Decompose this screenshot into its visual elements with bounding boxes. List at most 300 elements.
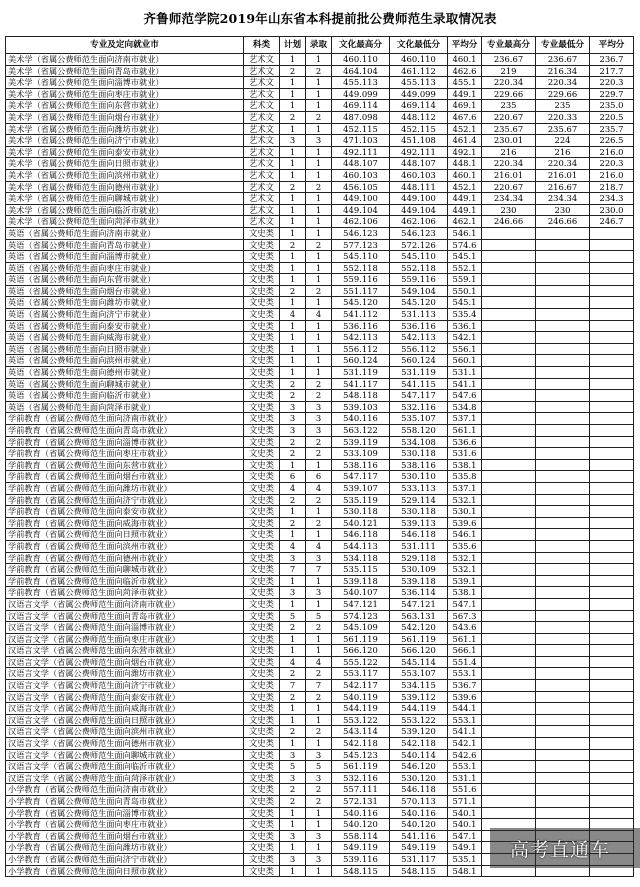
value-cell: 3	[306, 401, 332, 413]
value-cell	[482, 749, 536, 761]
table-row	[6, 796, 634, 808]
value-cell: 2	[280, 448, 306, 460]
value-cell: 艺术文	[244, 204, 280, 216]
value-cell: 536.116	[390, 320, 448, 332]
value-cell: 531.113	[390, 309, 448, 321]
table-row	[6, 494, 634, 506]
value-cell: 226.5	[590, 135, 634, 147]
value-cell: 文史类	[244, 506, 280, 518]
major-cell: 美术学（省属公费师范生面向泰安市就业）	[6, 146, 244, 158]
value-cell	[482, 784, 536, 796]
value-cell	[536, 448, 590, 460]
value-cell: 570.113	[390, 796, 448, 808]
value-cell	[482, 587, 536, 599]
value-cell	[536, 598, 590, 610]
major-cell: 英语（省属公费师范生面向日照市就业）	[6, 343, 244, 355]
value-cell: 546.123	[390, 227, 448, 239]
value-cell: 547.117	[390, 390, 448, 402]
value-cell: 452.1	[448, 181, 482, 193]
table-row	[6, 169, 634, 181]
value-cell: 3	[306, 413, 332, 425]
value-cell: 1	[280, 146, 306, 158]
value-cell: 1	[306, 54, 332, 66]
value-cell: 540.116	[332, 807, 390, 819]
value-cell: 471.103	[332, 135, 390, 147]
value-cell	[590, 425, 634, 437]
value-cell	[482, 494, 536, 506]
value-cell	[482, 355, 536, 367]
value-cell	[536, 622, 590, 634]
value-cell: 561.1	[448, 633, 482, 645]
value-cell	[536, 367, 590, 379]
value-cell: 6	[306, 471, 332, 483]
value-cell	[482, 761, 536, 773]
major-cell: 汉语言文学（省属公费师范生面向烟台市就业）	[6, 656, 244, 668]
value-cell	[482, 575, 536, 587]
table-row	[6, 506, 634, 518]
value-cell: 文史类	[244, 703, 280, 715]
major-cell: 学前教育（省属公费师范生面向日照市就业）	[6, 529, 244, 541]
value-cell	[590, 610, 634, 622]
major-cell: 美术学（省属公费师范生面向淄博市就业）	[6, 77, 244, 89]
value-cell: 536.1	[448, 320, 482, 332]
major-cell: 美术学（省属公费师范生面向德州市就业）	[6, 181, 244, 193]
table-row	[6, 540, 634, 552]
major-cell: 学前教育（省属公费师范生面向枣庄市就业）	[6, 448, 244, 460]
value-cell: 5	[306, 610, 332, 622]
value-cell: 1	[306, 367, 332, 379]
value-cell	[536, 343, 590, 355]
value-cell: 563.122	[332, 425, 390, 437]
value-cell: 220.3	[590, 77, 634, 89]
value-cell: 1	[280, 598, 306, 610]
value-cell: 文史类	[244, 459, 280, 471]
value-cell: 文史类	[244, 819, 280, 831]
value-cell	[482, 668, 536, 680]
value-cell: 1	[280, 54, 306, 66]
value-cell: 1	[306, 842, 332, 854]
value-cell: 449.104	[332, 204, 390, 216]
major-cell: 小学教育（省属公费师范生面向青岛市就业）	[6, 796, 244, 808]
value-cell: 456.105	[332, 181, 390, 193]
value-cell	[590, 471, 634, 483]
value-cell: 3	[280, 413, 306, 425]
value-cell: 539.116	[332, 853, 390, 865]
value-cell: 1	[280, 529, 306, 541]
value-cell: 4	[306, 309, 332, 321]
value-cell: 566.1	[448, 645, 482, 657]
value-cell: 文史类	[244, 807, 280, 819]
value-cell	[536, 436, 590, 448]
value-cell: 542.118	[332, 738, 390, 750]
value-cell	[536, 540, 590, 552]
value-cell	[590, 738, 634, 750]
table-row	[6, 158, 634, 170]
value-cell: 文史类	[244, 691, 280, 703]
value-cell: 546.1	[448, 227, 482, 239]
value-cell	[536, 251, 590, 263]
major-cell: 汉语言文学（省属公费师范生面向日照市就业）	[6, 714, 244, 726]
value-cell: 1	[306, 506, 332, 518]
value-cell: 531.111	[390, 540, 448, 552]
value-cell: 548.115	[332, 865, 390, 877]
value-cell: 539.112	[390, 691, 448, 703]
value-cell: 530.118	[390, 506, 448, 518]
value-cell	[536, 297, 590, 309]
value-cell: 531.6	[448, 448, 482, 460]
major-cell: 美术学（省属公费师范生面向日照市就业）	[6, 158, 244, 170]
value-cell	[590, 355, 634, 367]
value-cell: 561.1	[448, 425, 482, 437]
value-cell: 551.6	[448, 784, 482, 796]
value-cell: 2	[280, 111, 306, 123]
major-cell: 学前教育（省属公费师范生面向威海市就业）	[6, 517, 244, 529]
value-cell	[482, 633, 536, 645]
value-cell: 541.115	[390, 378, 448, 390]
value-cell: 547.1	[448, 830, 482, 842]
major-cell: 学前教育（省属公费师范生面向济宁市就业）	[6, 494, 244, 506]
value-cell: 文史类	[244, 830, 280, 842]
value-cell: 462.1	[448, 216, 482, 228]
value-cell: 532.1	[448, 552, 482, 564]
value-cell: 1	[306, 274, 332, 286]
value-cell: 220.34	[536, 77, 590, 89]
value-cell	[482, 297, 536, 309]
table-row	[6, 193, 634, 205]
value-cell: 540.119	[332, 691, 390, 703]
value-cell: 1	[306, 598, 332, 610]
major-cell: 学前教育（省属公费师范生面向烟台市就业）	[6, 471, 244, 483]
value-cell: 541.1	[448, 378, 482, 390]
value-cell: 532.1	[448, 494, 482, 506]
value-cell	[536, 680, 590, 692]
value-cell	[536, 714, 590, 726]
value-cell	[590, 448, 634, 460]
value-cell	[590, 320, 634, 332]
value-cell	[590, 703, 634, 715]
value-cell: 1	[280, 227, 306, 239]
value-cell: 549.119	[390, 842, 448, 854]
value-cell	[590, 761, 634, 773]
value-cell: 1	[306, 865, 332, 877]
value-cell	[536, 390, 590, 402]
page-title: 齐鲁师范学院2019年山东省本科提前批公费师范生录取情况表	[143, 11, 497, 26]
table-row	[6, 436, 634, 448]
value-cell: 448.107	[390, 158, 448, 170]
major-cell: 美术学（省属公费师范生面向济南市就业）	[6, 54, 244, 66]
value-cell	[482, 378, 536, 390]
value-cell: 4	[280, 656, 306, 668]
value-cell	[536, 378, 590, 390]
table-row	[6, 448, 634, 460]
table-row	[6, 726, 634, 738]
value-cell: 572.131	[332, 796, 390, 808]
value-cell: 567.3	[448, 610, 482, 622]
table-row	[6, 216, 634, 228]
value-cell: 460.110	[332, 54, 390, 66]
value-cell: 560.124	[332, 355, 390, 367]
major-cell: 英语（省属公费师范生面向泰安市就业）	[6, 320, 244, 332]
value-cell: 文史类	[244, 262, 280, 274]
value-cell: 539.120	[390, 726, 448, 738]
value-cell: 1	[306, 320, 332, 332]
table-row	[6, 471, 634, 483]
major-cell: 美术学（省属公费师范生面向烟台市就业）	[6, 111, 244, 123]
value-cell: 449.099	[390, 88, 448, 100]
value-cell: 1	[280, 367, 306, 379]
value-cell: 218.7	[590, 181, 634, 193]
value-cell: 文史类	[244, 343, 280, 355]
value-cell: 文史类	[244, 842, 280, 854]
value-cell	[536, 610, 590, 622]
column-header: 平均分	[590, 37, 634, 54]
value-cell: 235.67	[536, 123, 590, 135]
major-cell: 学前教育（省属公费师范生面向菏泽市就业）	[6, 587, 244, 599]
value-cell: 文史类	[244, 738, 280, 750]
value-cell	[590, 309, 634, 321]
value-cell: 549.1	[448, 842, 482, 854]
value-cell: 1	[306, 807, 332, 819]
table-row	[6, 772, 634, 784]
value-cell	[536, 726, 590, 738]
value-cell: 2	[280, 378, 306, 390]
major-cell: 小学教育（省属公费师范生面向日照市就业）	[6, 865, 244, 877]
value-cell: 2	[280, 517, 306, 529]
value-cell: 230.0	[590, 204, 634, 216]
value-cell: 3	[306, 772, 332, 784]
value-cell	[482, 796, 536, 808]
value-cell: 2	[306, 111, 332, 123]
table-row	[6, 459, 634, 471]
value-cell: 1	[306, 332, 332, 344]
value-cell	[590, 378, 634, 390]
value-cell: 艺术文	[244, 100, 280, 112]
value-cell: 220.33	[536, 111, 590, 123]
major-cell: 美术学（省属公费师范生面向济宁市就业）	[6, 135, 244, 147]
value-cell: 3	[280, 587, 306, 599]
admission-table	[5, 36, 634, 877]
value-cell: 246.66	[536, 216, 590, 228]
value-cell	[482, 506, 536, 518]
value-cell	[590, 645, 634, 657]
table-row	[6, 54, 634, 66]
major-cell: 英语（省属公费师范生面向淄博市就业）	[6, 251, 244, 263]
value-cell: 1	[280, 842, 306, 854]
value-cell	[482, 517, 536, 529]
value-cell	[536, 506, 590, 518]
value-cell	[482, 367, 536, 379]
value-cell: 1	[280, 738, 306, 750]
value-cell	[482, 645, 536, 657]
value-cell: 1	[280, 251, 306, 263]
value-cell	[536, 471, 590, 483]
table-row	[6, 343, 634, 355]
value-cell: 2	[280, 622, 306, 634]
column-header: 科类	[244, 37, 280, 54]
value-cell: 2	[306, 517, 332, 529]
value-cell: 462.106	[390, 216, 448, 228]
value-cell: 1	[280, 216, 306, 228]
value-cell: 1	[306, 703, 332, 715]
table-row	[6, 88, 634, 100]
value-cell: 540.116	[390, 807, 448, 819]
value-cell: 536.116	[332, 320, 390, 332]
value-cell	[590, 274, 634, 286]
value-cell	[536, 575, 590, 587]
value-cell	[482, 309, 536, 321]
value-cell	[536, 309, 590, 321]
table-row	[6, 239, 634, 251]
value-cell	[482, 726, 536, 738]
value-cell: 1	[306, 88, 332, 100]
value-cell: 文史类	[244, 552, 280, 564]
major-cell: 汉语言文学（省属公费师范生面向济南市就业）	[6, 598, 244, 610]
value-cell: 229.66	[536, 88, 590, 100]
value-cell	[482, 529, 536, 541]
value-cell: 2	[306, 390, 332, 402]
value-cell: 1	[280, 633, 306, 645]
value-cell: 1	[306, 633, 332, 645]
value-cell: 1	[306, 100, 332, 112]
value-cell: 1	[280, 262, 306, 274]
value-cell	[536, 749, 590, 761]
value-cell: 469.114	[332, 100, 390, 112]
value-cell: 536.7	[448, 680, 482, 692]
value-cell: 543.6	[448, 622, 482, 634]
value-cell	[590, 494, 634, 506]
value-cell: 469.1	[448, 100, 482, 112]
value-cell: 229.7	[590, 88, 634, 100]
value-cell: 531.119	[332, 367, 390, 379]
value-cell	[590, 239, 634, 251]
value-cell: 234.34	[536, 193, 590, 205]
value-cell: 1	[280, 169, 306, 181]
major-cell: 小学教育（省属公费师范生面向济宁市就业）	[6, 853, 244, 865]
value-cell: 529.118	[390, 552, 448, 564]
value-cell: 545.1	[448, 297, 482, 309]
value-cell: 文史类	[244, 564, 280, 576]
value-cell: 1	[306, 123, 332, 135]
value-cell: 220.67	[482, 181, 536, 193]
value-cell	[590, 436, 634, 448]
value-cell: 文史类	[244, 425, 280, 437]
major-cell: 汉语言文学（省属公费师范生面向东营市就业）	[6, 645, 244, 657]
value-cell: 文史类	[244, 448, 280, 460]
value-cell: 4	[280, 309, 306, 321]
value-cell	[482, 540, 536, 552]
value-cell	[590, 297, 634, 309]
table-row	[6, 77, 634, 89]
value-cell: 219	[482, 65, 536, 77]
table-row	[6, 610, 634, 622]
major-cell: 美术学（省属公费师范生面向菏泽市就业）	[6, 216, 244, 228]
value-cell: 1	[280, 88, 306, 100]
value-cell: 545.110	[332, 251, 390, 263]
value-cell	[482, 448, 536, 460]
table-row	[6, 761, 634, 773]
value-cell	[590, 262, 634, 274]
value-cell	[590, 552, 634, 564]
value-cell: 461.112	[390, 65, 448, 77]
value-cell: 文史类	[244, 575, 280, 587]
value-cell: 3	[280, 425, 306, 437]
value-cell	[536, 564, 590, 576]
value-cell: 541.116	[390, 830, 448, 842]
value-cell: 3	[306, 830, 332, 842]
value-cell: 艺术文	[244, 158, 280, 170]
major-cell: 英语（省属公费师范生面向烟台市就业）	[6, 285, 244, 297]
value-cell: 2	[306, 65, 332, 77]
value-cell: 1	[306, 297, 332, 309]
major-cell: 英语（省属公费师范生面向济南市就业）	[6, 227, 244, 239]
value-cell: 542.113	[390, 332, 448, 344]
value-cell: 469.114	[390, 100, 448, 112]
value-cell: 462.106	[332, 216, 390, 228]
value-cell: 561.119	[332, 633, 390, 645]
table-row	[6, 668, 634, 680]
value-cell	[536, 274, 590, 286]
value-cell: 553.1	[448, 714, 482, 726]
value-cell: 556.1	[448, 343, 482, 355]
value-cell: 449.099	[332, 88, 390, 100]
value-cell	[482, 239, 536, 251]
value-cell: 230	[536, 204, 590, 216]
major-cell: 小学教育（省属公费师范生面向济南市就业）	[6, 784, 244, 796]
value-cell: 574.6	[448, 239, 482, 251]
value-cell	[590, 575, 634, 587]
value-cell	[482, 425, 536, 437]
value-cell: 535.115	[332, 564, 390, 576]
value-cell: 1	[306, 645, 332, 657]
value-cell: 220.3	[590, 158, 634, 170]
value-cell: 542.118	[390, 738, 448, 750]
value-cell: 540.116	[332, 413, 390, 425]
major-cell: 英语（省属公费师范生面向枣庄市就业）	[6, 262, 244, 274]
value-cell: 文史类	[244, 332, 280, 344]
value-cell: 534.8	[448, 401, 482, 413]
value-cell: 艺术文	[244, 193, 280, 205]
value-cell: 艺术文	[244, 181, 280, 193]
value-cell: 532.116	[390, 401, 448, 413]
value-cell: 535.6	[448, 540, 482, 552]
value-cell: 220.5	[590, 111, 634, 123]
value-cell: 文史类	[244, 482, 280, 494]
column-header: 文化最高分	[332, 37, 390, 54]
value-cell: 艺术文	[244, 146, 280, 158]
value-cell: 234.34	[482, 193, 536, 205]
value-cell: 533.113	[390, 482, 448, 494]
table-row	[6, 204, 634, 216]
value-cell: 235	[482, 100, 536, 112]
value-cell: 文史类	[244, 390, 280, 402]
major-cell: 学前教育（省属公费师范生面向滨州市就业）	[6, 540, 244, 552]
value-cell: 3	[306, 425, 332, 437]
value-cell: 文史类	[244, 401, 280, 413]
value-cell	[482, 459, 536, 471]
major-cell: 汉语言文学（省属公费师范生面向菏泽市就业）	[6, 772, 244, 784]
value-cell	[482, 343, 536, 355]
value-cell: 531.1	[448, 367, 482, 379]
value-cell: 文史类	[244, 587, 280, 599]
value-cell: 1	[306, 158, 332, 170]
value-cell: 561.119	[332, 761, 390, 773]
table-row	[6, 355, 634, 367]
value-cell: 2	[280, 668, 306, 680]
value-cell: 1	[280, 77, 306, 89]
major-cell: 英语（省属公费师范生面向菏泽市就业）	[6, 401, 244, 413]
value-cell	[536, 633, 590, 645]
column-header: 专业及定向就业市	[6, 37, 244, 54]
